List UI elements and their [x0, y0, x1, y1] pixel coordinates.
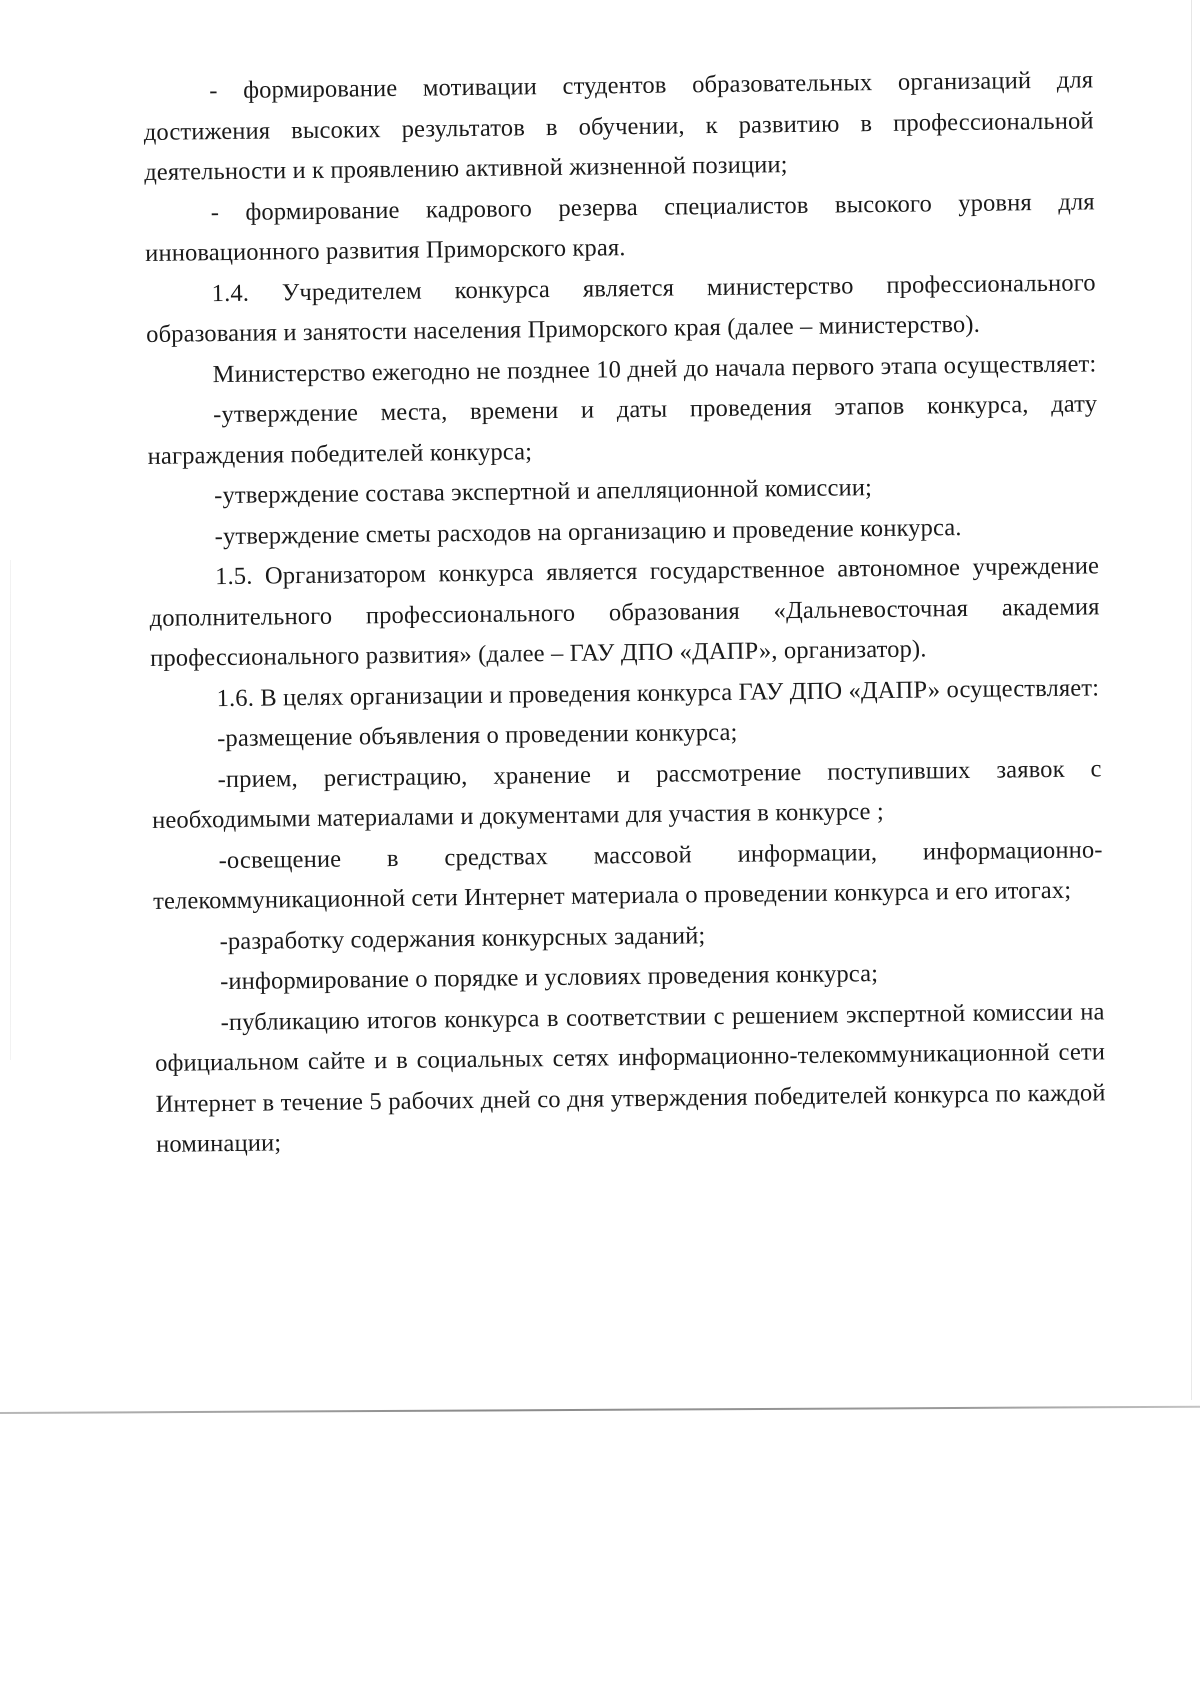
- paragraph-1-4-founder: 1.4. Учредителем конкурса является министерство профессионального образования и занятости населения Приморского края (далее – министерство).: [146, 268, 1096, 348]
- page-bottom-line: [0, 1406, 1200, 1414]
- paragraph-approval-commission: -утверждение состава экспертной и апелляционной комиссии;: [214, 474, 873, 510]
- paragraph-applications: -прием, регистрацию, хранение и рассмотрение поступивших заявок с необходимыми материалами и документами для участия в конкурсе ;: [151, 754, 1102, 834]
- paragraph-1-6-purpose: 1.6. В целях организации и проведения конкурса ГАУ ДПО «ДАПР» осуществляет:: [216, 673, 1100, 712]
- paragraph-motivation: - формирование мотивации студентов образовательных организаций для достижения высоких результатов в обучении, к развитию в профессиональной деятельности и к проявлению активной жизненной позиции;: [143, 66, 1094, 186]
- paragraph-announcement: -размещение объявления о проведении конкурса;: [216, 718, 738, 753]
- document-body: [143, 60, 1106, 1165]
- paragraph-informing: -информирование о порядке и условиях проведения конкурса;: [219, 960, 879, 996]
- paragraph-tasks: -разработку содержания конкурсных заданий;: [219, 921, 706, 955]
- paragraph-reserve: - формирование кадрового резерва специалистов высокого уровня для инновационного развития Приморского края.: [145, 187, 1095, 267]
- paragraph-media-coverage: -освещение в средствах массовой информации, информационно-телекоммуникационной сети Интернет материала о проведении конкурса и его итогах;: [152, 835, 1103, 915]
- paragraph-ministry-duties: Министерство ежегодно не позднее 10 дней до начала первого этапа осуществляет:: [212, 349, 1097, 388]
- paragraph-1-5-organizer: 1.5. Организатором конкурса является государственное автономное учреждение дополнительного профессионального образования «Дальневосточная академия профессионального развития» (далее – ГАУ ДПО «ДАПР», организатор).: [149, 552, 1100, 672]
- scan-edge-right: [1191, 0, 1192, 1400]
- scan-edge-left: [10, 560, 11, 1060]
- paragraph-publication: -публикацию итогов конкурса в соответствии с решением экспертной комиссии на официальном сайте и в социальных сетях информационно-телекоммуникационной сети Интернет в течение 5 рабочих дней со дня утверждения победителей конкурса по каждой номинации;: [154, 997, 1106, 1158]
- paragraph-approval-budget: -утверждение сметы расходов на организацию и проведение конкурса.: [214, 513, 962, 550]
- paragraph-approval-place-time: -утверждение места, времени и даты проведения этапов конкурса, дату награждения победителей конкурса;: [147, 390, 1098, 470]
